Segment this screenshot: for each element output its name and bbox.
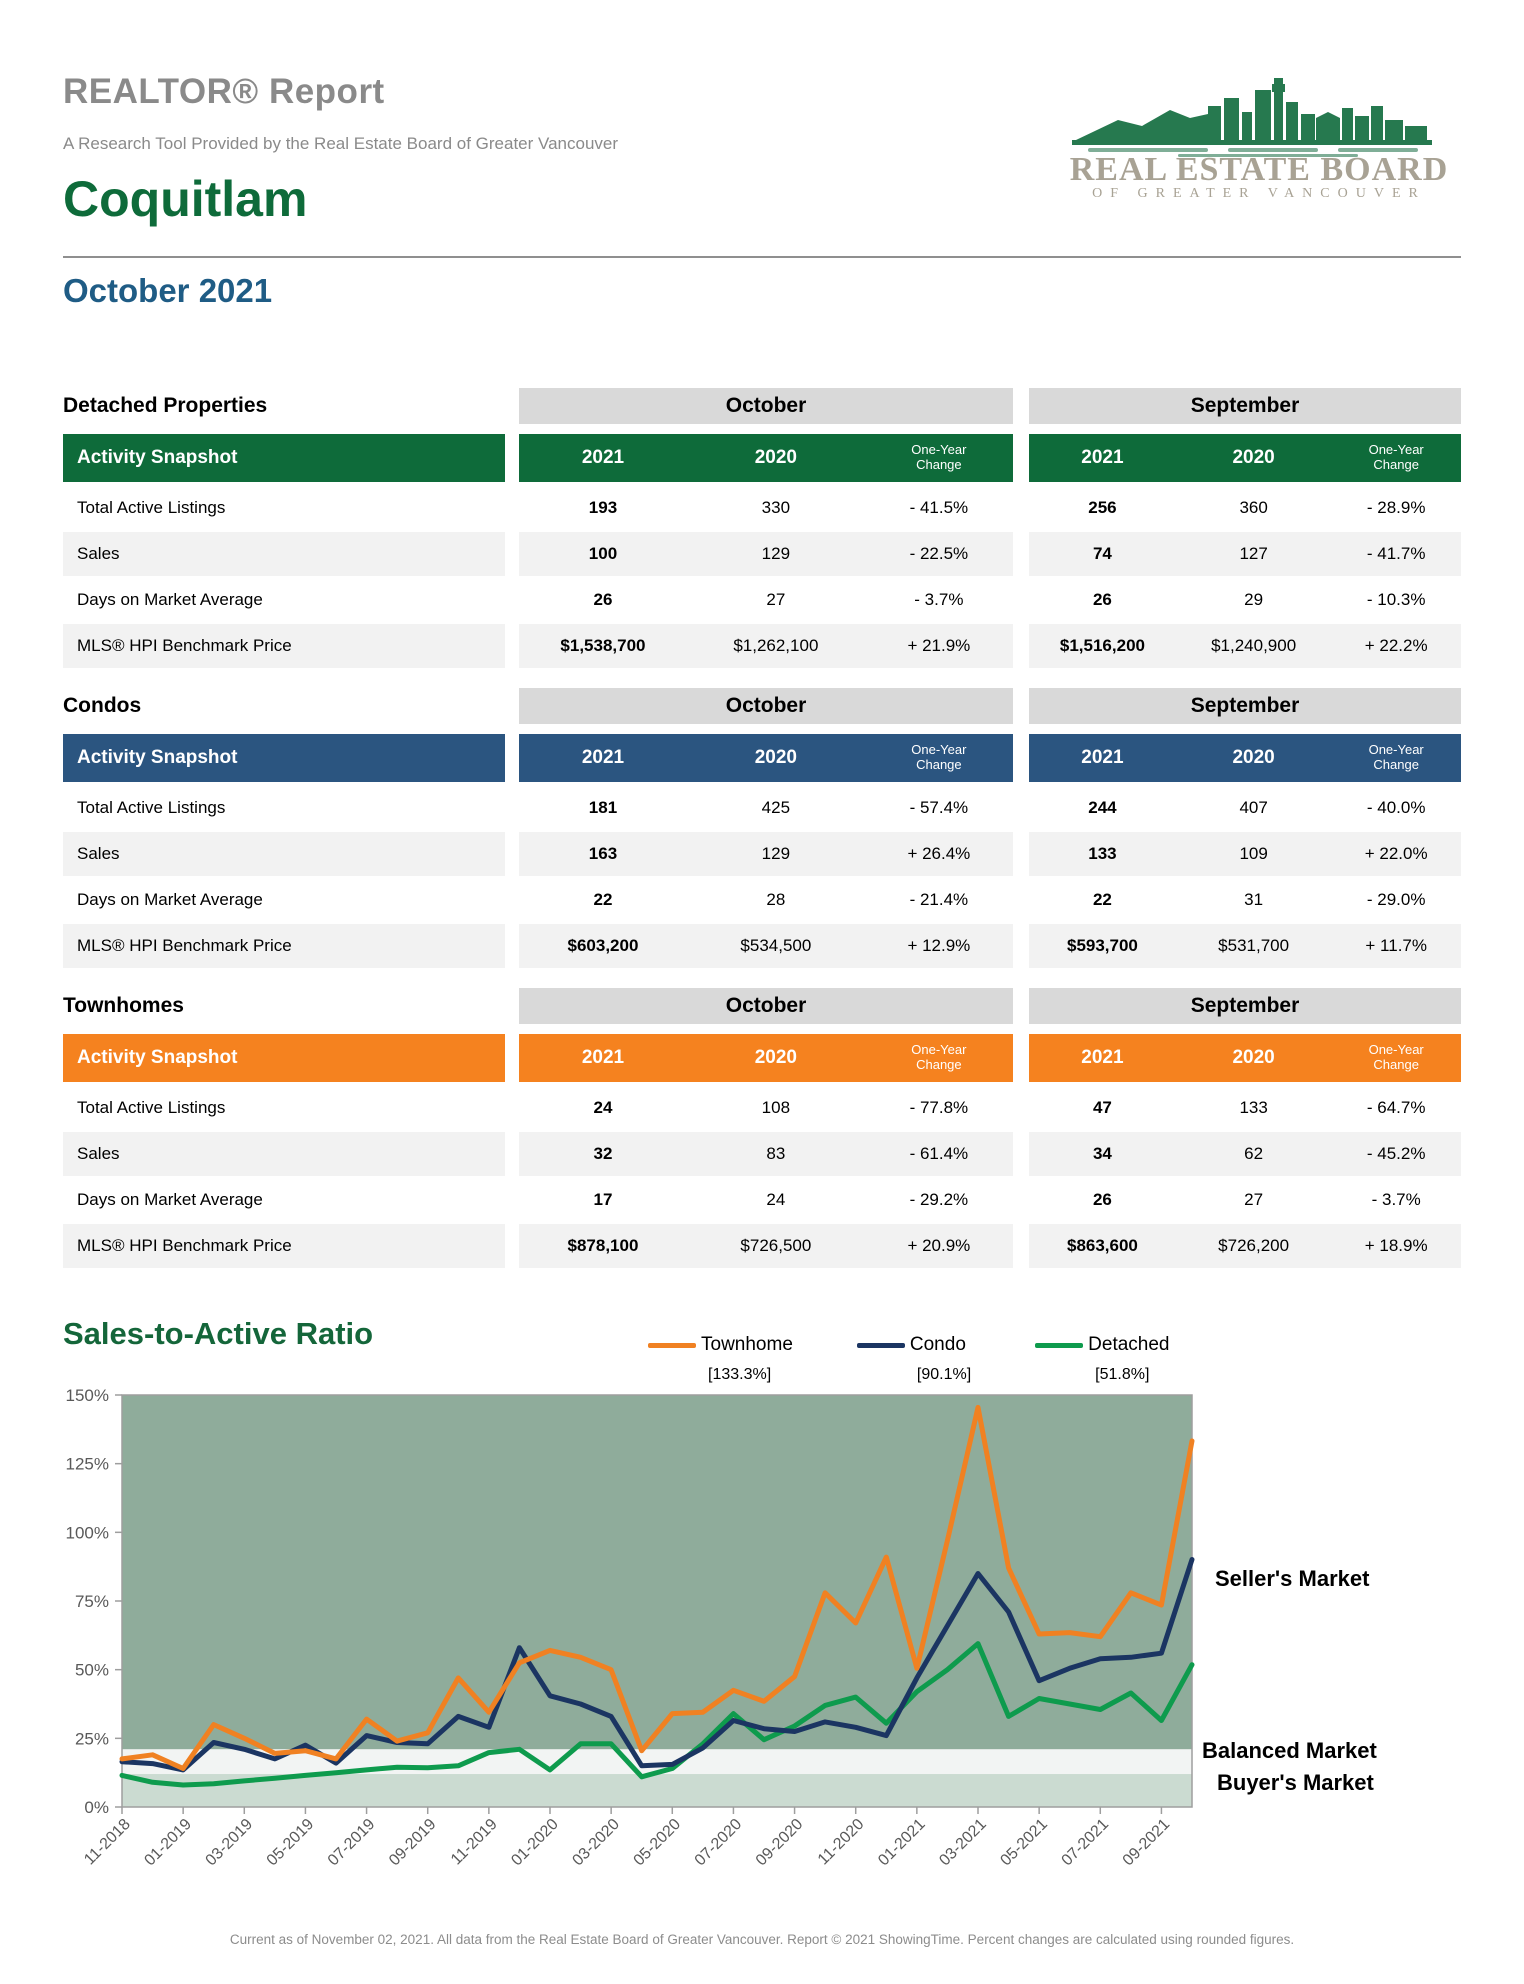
table-band-row bbox=[63, 388, 1461, 424]
value-cell: 24 bbox=[766, 1190, 786, 1209]
table-band-row bbox=[63, 988, 1461, 1024]
value-cell: - 29.0% bbox=[1366, 890, 1426, 909]
col-header: One-Year Change bbox=[911, 442, 967, 472]
zone-label-sellers-market: Seller's Market bbox=[1215, 1566, 1370, 1591]
legend-label: Townhome bbox=[701, 1334, 793, 1355]
table-row bbox=[63, 878, 1461, 922]
gutter bbox=[1013, 988, 1029, 1024]
gutter bbox=[1013, 388, 1029, 424]
gutter bbox=[505, 688, 519, 724]
y-axis-label: 50% bbox=[74, 1660, 109, 1680]
x-axis-label: 03-2019 bbox=[202, 1815, 257, 1870]
gutter bbox=[505, 1224, 519, 1268]
legend-swatch bbox=[1035, 1343, 1083, 1348]
y-axis-label: 100% bbox=[65, 1523, 109, 1543]
x-axis-label: 05-2020 bbox=[630, 1815, 685, 1870]
footer-note: Current as of November 02, 2021. All data from the Real Estate Board of Greater Vancouver. Report © 2021 ShowingTime. Percent changes are calculated using rounded figures. bbox=[229, 1932, 1295, 1947]
table-band-row bbox=[63, 688, 1461, 724]
row-label: Days on Market Average bbox=[77, 1190, 263, 1209]
table-section-cell bbox=[63, 688, 505, 724]
row-label: MLS® HPI Benchmark Price bbox=[63, 624, 505, 668]
gutter bbox=[505, 734, 519, 782]
x-axis-label: 07-2020 bbox=[691, 1815, 746, 1870]
header-block bbox=[519, 734, 1013, 782]
gutter bbox=[1013, 1034, 1029, 1082]
y-axis-label: 150% bbox=[65, 1386, 109, 1405]
col-header: 2020 bbox=[1232, 1047, 1275, 1068]
gutter bbox=[1013, 688, 1029, 724]
value-cell: $863,600 bbox=[1029, 1224, 1176, 1268]
value-cell: 26 bbox=[1092, 1190, 1112, 1209]
row-label: Sales bbox=[63, 1132, 505, 1176]
month-group-september bbox=[1029, 388, 1461, 424]
gutter bbox=[1013, 486, 1029, 530]
table-row bbox=[63, 1178, 1461, 1222]
value-cell: - 3.7% bbox=[1371, 1190, 1421, 1209]
month-group-label: October bbox=[519, 388, 1013, 424]
snapshot-label: Activity Snapshot bbox=[63, 734, 505, 782]
value-cell: + 26.4% bbox=[865, 832, 1013, 876]
month-group-label: September bbox=[1029, 988, 1461, 1024]
value-block bbox=[1029, 486, 1461, 530]
month-group-label: October bbox=[519, 688, 1013, 724]
zone-label-buyers-market: Buyer's Market bbox=[1217, 1770, 1374, 1795]
legend-current-value: [51.8%] bbox=[1095, 1366, 1150, 1383]
board-logo-graphic bbox=[1058, 68, 1460, 200]
value-cell: - 45.2% bbox=[1331, 1132, 1461, 1176]
x-axis-label: 09-2020 bbox=[752, 1815, 807, 1870]
table-section-title: Townhomes bbox=[63, 994, 184, 1017]
table-section-title: Condos bbox=[63, 694, 142, 717]
col-header: 2021 bbox=[1081, 447, 1124, 468]
y-axis-label: 0% bbox=[84, 1798, 109, 1817]
row-label: Days on Market Average bbox=[77, 890, 263, 909]
report-title: REALTOR® Report bbox=[63, 72, 385, 111]
legend-item bbox=[857, 1334, 971, 1384]
board-logo bbox=[1058, 68, 1460, 205]
value-cell: $534,500 bbox=[687, 924, 865, 968]
value-cell: + 12.9% bbox=[865, 924, 1013, 968]
table-header-row bbox=[63, 434, 1461, 482]
value-block bbox=[519, 578, 1013, 622]
month-group-october bbox=[519, 988, 1013, 1024]
x-axis-label: 11-2019 bbox=[447, 1815, 501, 1869]
gutter bbox=[1013, 1132, 1029, 1176]
gutter bbox=[505, 786, 519, 830]
value-cell: + 11.7% bbox=[1331, 924, 1461, 968]
value-cell: - 40.0% bbox=[1366, 798, 1426, 817]
table-header-row bbox=[63, 734, 1461, 782]
x-axis-label: 01-2019 bbox=[141, 1815, 195, 1870]
value-cell: 27 bbox=[766, 590, 786, 609]
gutter bbox=[1013, 1224, 1029, 1268]
logo-line1: REAL ESTATE BOARD bbox=[1069, 151, 1449, 188]
gutter bbox=[1013, 734, 1029, 782]
value-cell: 133 bbox=[1239, 1098, 1268, 1117]
table-row bbox=[63, 486, 1461, 530]
value-cell: 28 bbox=[766, 890, 786, 909]
value-cell: + 18.9% bbox=[1331, 1224, 1461, 1268]
col-header: 2021 bbox=[581, 1047, 625, 1068]
value-cell: 22 bbox=[593, 890, 613, 909]
gutter bbox=[505, 1034, 519, 1082]
table-section-cell bbox=[63, 988, 505, 1024]
month-group-september bbox=[1029, 688, 1461, 724]
legend-swatch bbox=[857, 1343, 905, 1348]
gutter bbox=[505, 434, 519, 482]
col-header: 2021 bbox=[581, 747, 625, 768]
gutter bbox=[1013, 832, 1029, 876]
gutter bbox=[1013, 878, 1029, 922]
value-cell: - 28.9% bbox=[1366, 498, 1426, 517]
col-header: One-Year Change bbox=[1368, 1042, 1424, 1072]
value-cell: 244 bbox=[1088, 798, 1117, 817]
y-axis-label: 75% bbox=[74, 1592, 109, 1611]
value-block bbox=[519, 786, 1013, 830]
gutter bbox=[1013, 1086, 1029, 1130]
col-header: 2021 bbox=[581, 447, 625, 468]
gutter bbox=[505, 1178, 519, 1222]
snapshot-label: Activity Snapshot bbox=[63, 434, 505, 482]
table-section-cell bbox=[63, 388, 505, 424]
value-cell: $1,262,100 bbox=[687, 624, 865, 668]
value-block bbox=[519, 832, 1013, 876]
month-group-september bbox=[1029, 988, 1461, 1024]
value-cell: - 21.4% bbox=[909, 890, 969, 909]
value-block bbox=[519, 1178, 1013, 1222]
gutter bbox=[505, 924, 519, 968]
col-header: One-Year Change bbox=[1368, 742, 1424, 772]
x-axis-label: 01-2020 bbox=[508, 1815, 562, 1870]
x-axis-label: 03-2021 bbox=[936, 1815, 990, 1870]
value-block bbox=[1029, 786, 1461, 830]
value-cell: 407 bbox=[1239, 798, 1268, 817]
value-block bbox=[519, 1132, 1013, 1176]
legend-current-value: [90.1%] bbox=[916, 1366, 972, 1383]
zone-label-balanced-market: Balanced Market bbox=[1202, 1738, 1377, 1763]
value-cell: + 21.9% bbox=[865, 624, 1013, 668]
col-header: One-Year Change bbox=[1368, 442, 1424, 472]
x-axis-label: 11-2018 bbox=[81, 1815, 134, 1869]
gutter bbox=[1013, 532, 1029, 576]
value-cell: 163 bbox=[519, 832, 687, 876]
month-group-label: October bbox=[519, 988, 1013, 1024]
value-cell: + 20.9% bbox=[865, 1224, 1013, 1268]
value-cell: 109 bbox=[1176, 832, 1332, 876]
value-block bbox=[1029, 924, 1461, 968]
value-cell: 62 bbox=[1176, 1132, 1332, 1176]
table-header-row bbox=[63, 1034, 1461, 1082]
legend-label: Detached bbox=[1088, 1334, 1170, 1355]
gutter bbox=[505, 1132, 519, 1176]
x-axis-label: 07-2021 bbox=[1058, 1815, 1113, 1870]
gutter bbox=[505, 578, 519, 622]
value-cell: 129 bbox=[687, 532, 865, 576]
value-block bbox=[1029, 532, 1461, 576]
value-cell: - 3.7% bbox=[914, 590, 964, 609]
value-cell: - 64.7% bbox=[1366, 1098, 1426, 1117]
value-block bbox=[1029, 832, 1461, 876]
activity-table bbox=[63, 688, 1461, 970]
month-group-october bbox=[519, 688, 1013, 724]
value-cell: 74 bbox=[1029, 532, 1176, 576]
gutter bbox=[1013, 624, 1029, 668]
value-cell: 133 bbox=[1029, 832, 1176, 876]
table-row bbox=[63, 578, 1461, 622]
table-section-title: Detached Properties bbox=[63, 394, 268, 417]
value-cell: 32 bbox=[519, 1132, 687, 1176]
value-block bbox=[1029, 578, 1461, 622]
value-block bbox=[519, 486, 1013, 530]
value-block bbox=[1029, 1224, 1461, 1268]
chart-legend bbox=[648, 1334, 1170, 1384]
value-cell: 34 bbox=[1029, 1132, 1176, 1176]
table-row bbox=[63, 786, 1461, 830]
gutter bbox=[505, 486, 519, 530]
col-header: One-Year Change bbox=[911, 742, 967, 772]
row-label: MLS® HPI Benchmark Price bbox=[63, 1224, 505, 1268]
month-group-label: September bbox=[1029, 388, 1461, 424]
value-cell: + 22.0% bbox=[1331, 832, 1461, 876]
gutter bbox=[1013, 578, 1029, 622]
value-cell: 27 bbox=[1244, 1190, 1264, 1209]
value-cell: 26 bbox=[1092, 590, 1112, 609]
value-block bbox=[519, 878, 1013, 922]
value-cell: 108 bbox=[761, 1098, 791, 1117]
gutter bbox=[505, 832, 519, 876]
x-axis-label: 03-2020 bbox=[569, 1815, 623, 1870]
value-block bbox=[519, 1224, 1013, 1268]
col-header: 2020 bbox=[1232, 747, 1275, 768]
gutter bbox=[505, 1086, 519, 1130]
legend-item bbox=[648, 1334, 793, 1384]
col-header: 2020 bbox=[1232, 447, 1275, 468]
value-block bbox=[519, 1086, 1013, 1130]
value-cell: $1,516,200 bbox=[1029, 624, 1176, 668]
row-label: Total Active Listings bbox=[77, 498, 226, 517]
activity-table bbox=[63, 388, 1461, 670]
value-cell: $1,538,700 bbox=[519, 624, 687, 668]
activity-table bbox=[63, 988, 1461, 1270]
value-cell: $878,100 bbox=[519, 1224, 687, 1268]
value-cell: $531,700 bbox=[1176, 924, 1332, 968]
x-axis-label: 11-2020 bbox=[814, 1815, 868, 1869]
value-block bbox=[519, 924, 1013, 968]
x-axis-label: 05-2019 bbox=[263, 1815, 318, 1870]
col-header: One-Year Change bbox=[911, 1042, 967, 1072]
value-block bbox=[1029, 1178, 1461, 1222]
value-cell: - 22.5% bbox=[865, 532, 1013, 576]
value-cell: $603,200 bbox=[519, 924, 687, 968]
value-cell: 29 bbox=[1244, 590, 1264, 609]
value-cell: 129 bbox=[687, 832, 865, 876]
value-block bbox=[1029, 1086, 1461, 1130]
month-group-october bbox=[519, 388, 1013, 424]
gutter bbox=[1013, 786, 1029, 830]
value-cell: - 41.5% bbox=[909, 498, 969, 517]
table-row bbox=[63, 832, 1461, 876]
table-row bbox=[63, 1224, 1461, 1268]
x-axis-label: 09-2019 bbox=[386, 1815, 440, 1870]
row-label: Total Active Listings bbox=[77, 1098, 226, 1117]
value-cell: 256 bbox=[1088, 498, 1117, 517]
row-label: Days on Market Average bbox=[77, 590, 263, 609]
gutter bbox=[505, 532, 519, 576]
table-row bbox=[63, 624, 1461, 668]
header-block bbox=[1029, 434, 1461, 482]
legend-label: Condo bbox=[909, 1334, 966, 1355]
page-title-period: October 2021 bbox=[63, 272, 273, 309]
legend-item bbox=[1035, 1334, 1169, 1384]
sales-to-active-chart bbox=[8, 1385, 1288, 1965]
value-cell: 31 bbox=[1244, 890, 1264, 909]
gutter bbox=[1013, 434, 1029, 482]
logo-line2: OF GREATER VANCOUVER bbox=[1092, 186, 1426, 200]
value-cell: 181 bbox=[588, 798, 618, 817]
x-axis-label: 07-2019 bbox=[324, 1815, 379, 1870]
value-cell: 127 bbox=[1176, 532, 1332, 576]
y-axis-label: 25% bbox=[74, 1729, 109, 1749]
value-cell: $726,500 bbox=[687, 1224, 865, 1268]
row-label: MLS® HPI Benchmark Price bbox=[63, 924, 505, 968]
x-axis-label: 09-2021 bbox=[1119, 1815, 1174, 1870]
header-block bbox=[1029, 1034, 1461, 1082]
value-cell: $1,240,900 bbox=[1176, 624, 1332, 668]
value-cell: - 29.2% bbox=[909, 1190, 969, 1209]
header-block bbox=[519, 434, 1013, 482]
y-axis-label: 125% bbox=[65, 1454, 109, 1474]
page-title-area: Coquitlam bbox=[63, 171, 308, 227]
value-cell: $593,700 bbox=[1029, 924, 1176, 968]
col-header: 2020 bbox=[754, 1047, 797, 1068]
market-zone-band bbox=[122, 1395, 1192, 1749]
value-cell: - 77.8% bbox=[909, 1098, 969, 1117]
row-label: Sales bbox=[63, 832, 505, 876]
table-row bbox=[63, 1132, 1461, 1176]
value-cell: 26 bbox=[593, 590, 613, 609]
col-header: 2020 bbox=[754, 747, 797, 768]
divider-rule bbox=[63, 256, 1461, 258]
value-block bbox=[519, 532, 1013, 576]
value-block bbox=[519, 624, 1013, 668]
legend-current-value: [133.3%] bbox=[708, 1366, 772, 1383]
gutter bbox=[505, 624, 519, 668]
table-row bbox=[63, 924, 1461, 968]
header-block bbox=[519, 1034, 1013, 1082]
col-header: 2020 bbox=[754, 447, 797, 468]
value-cell: 83 bbox=[687, 1132, 865, 1176]
value-cell: 330 bbox=[761, 498, 791, 517]
table-row bbox=[63, 532, 1461, 576]
gutter bbox=[1013, 924, 1029, 968]
gutter bbox=[505, 878, 519, 922]
header-block bbox=[1029, 734, 1461, 782]
row-label: Sales bbox=[63, 532, 505, 576]
value-cell: 100 bbox=[519, 532, 687, 576]
gutter bbox=[505, 388, 519, 424]
chart-title: Sales-to-Active Ratio bbox=[63, 1316, 374, 1351]
value-cell: - 10.3% bbox=[1366, 590, 1426, 609]
value-cell: 360 bbox=[1239, 498, 1268, 517]
col-header: 2021 bbox=[1081, 1047, 1124, 1068]
value-cell: 425 bbox=[761, 798, 791, 817]
value-cell: - 57.4% bbox=[909, 798, 969, 817]
gutter bbox=[505, 988, 519, 1024]
value-cell: 24 bbox=[593, 1098, 613, 1117]
value-cell: - 41.7% bbox=[1331, 532, 1461, 576]
row-label: Total Active Listings bbox=[77, 798, 226, 817]
x-axis-label: 01-2021 bbox=[875, 1815, 929, 1870]
x-axis-label: 05-2021 bbox=[997, 1815, 1051, 1870]
table-row bbox=[63, 1086, 1461, 1130]
value-cell: 22 bbox=[1092, 890, 1112, 909]
legend-swatch bbox=[648, 1343, 696, 1348]
value-cell: + 22.2% bbox=[1331, 624, 1461, 668]
month-group-label: September bbox=[1029, 688, 1461, 724]
value-cell: 193 bbox=[588, 498, 618, 517]
value-cell: - 61.4% bbox=[865, 1132, 1013, 1176]
col-header: 2021 bbox=[1081, 747, 1124, 768]
gutter bbox=[1013, 1178, 1029, 1222]
value-block bbox=[1029, 1132, 1461, 1176]
value-cell: $726,200 bbox=[1176, 1224, 1332, 1268]
value-block bbox=[1029, 624, 1461, 668]
value-cell: 47 bbox=[1092, 1098, 1112, 1117]
report-subtitle: A Research Tool Provided by the Real Estate Board of Greater Vancouver bbox=[63, 134, 619, 153]
value-block bbox=[1029, 878, 1461, 922]
value-cell: 17 bbox=[593, 1190, 613, 1209]
snapshot-label: Activity Snapshot bbox=[63, 1034, 505, 1082]
